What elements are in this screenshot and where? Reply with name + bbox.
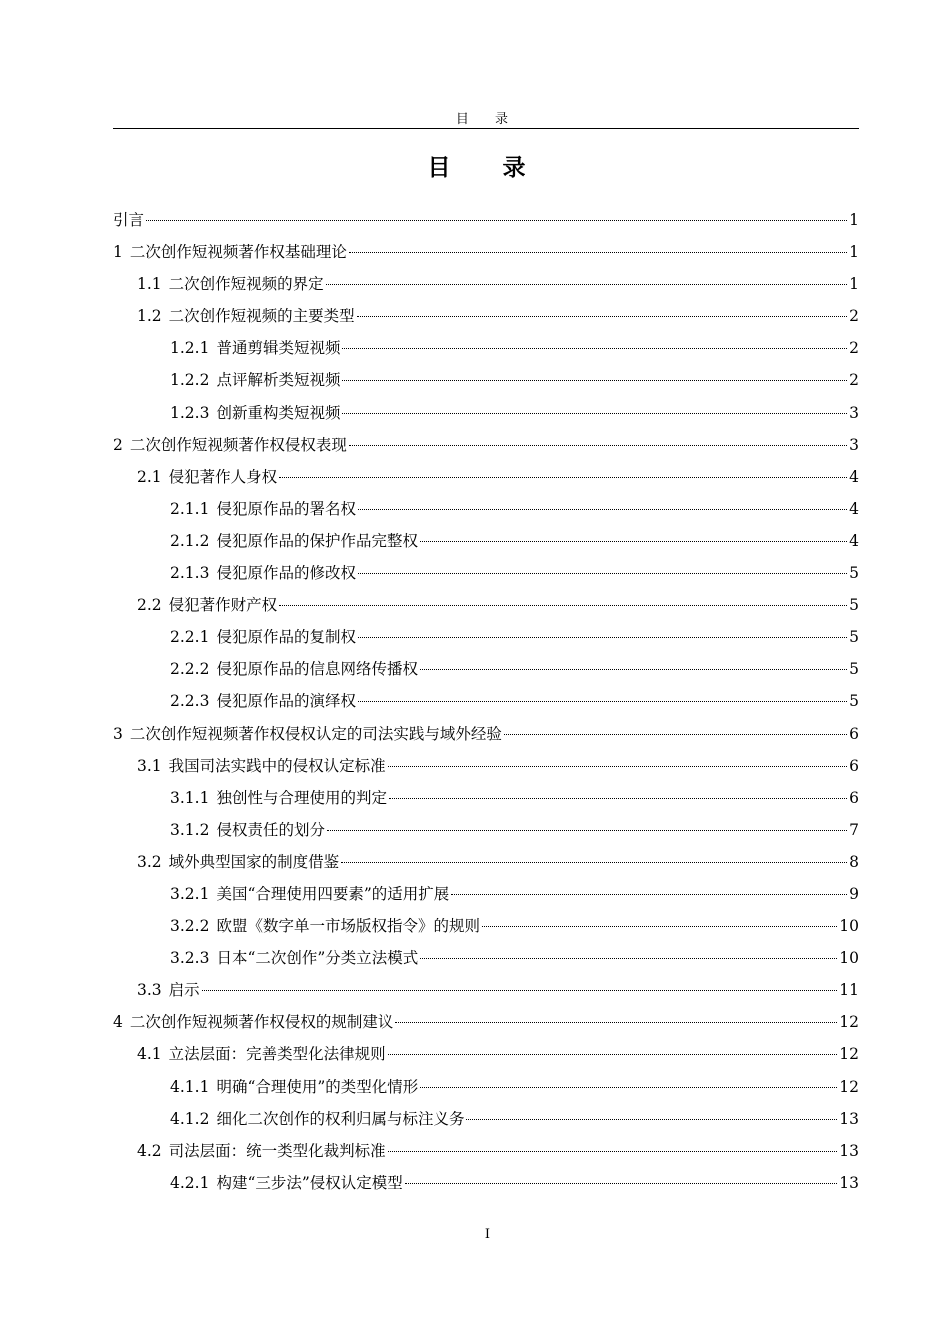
dot-leader <box>388 1054 838 1055</box>
toc-entry[interactable] <box>113 401 859 433</box>
dot-leader <box>358 509 847 510</box>
toc-entry-number: 2 <box>113 435 123 454</box>
toc-entry[interactable] <box>113 657 859 689</box>
dot-leader <box>279 477 847 478</box>
toc-entry-number: 3.2 <box>137 852 162 871</box>
toc-entry-number: 4.1.1 <box>170 1077 210 1096</box>
dot-leader <box>326 284 847 285</box>
dot-leader <box>388 766 847 767</box>
toc-entry-title: 二次创作短视频的主要类型 <box>168 307 355 326</box>
toc-entry-number: 4.2 <box>137 1141 162 1160</box>
toc-entry-title: 侵犯著作财产权 <box>168 596 278 615</box>
toc-entry-page: 13 <box>839 1141 859 1160</box>
toc-entry-page: 10 <box>839 949 859 968</box>
toc-entry-number: 4.2.1 <box>170 1173 210 1192</box>
toc-entry-title: 构建“三步法”侵权认定模型 <box>216 1173 403 1192</box>
toc-entry-number: 3.3 <box>137 981 162 1000</box>
toc-entry-title: 侵犯原作品的保护作品完整权 <box>216 531 418 550</box>
toc-entry-number: 1 <box>113 243 123 262</box>
dot-leader <box>341 862 847 863</box>
toc-entry-number: 1.2.1 <box>170 339 210 358</box>
toc-entry-title: 细化二次创作的权利归属与标注义务 <box>216 1109 465 1128</box>
toc-entry-title: 二次创作短视频著作权侵权的规制建议 <box>129 1013 394 1032</box>
toc-entry-page: 1 <box>849 275 859 294</box>
dot-leader <box>388 1151 838 1152</box>
toc-entry-page: 13 <box>839 1173 859 1192</box>
toc-entry[interactable] <box>113 850 859 882</box>
toc-entry[interactable] <box>113 497 859 529</box>
toc-entry[interactable] <box>113 689 859 721</box>
toc-entry-number: 1.1 <box>137 275 162 294</box>
toc-entry-page: 6 <box>849 724 859 743</box>
toc-entry-title: 创新重构类短视频 <box>216 403 341 422</box>
toc-entry-title: 点评解析类短视频 <box>216 371 341 390</box>
toc-entry-title: 侵犯原作品的复制权 <box>216 628 356 647</box>
toc-entry-title: 我国司法实践中的侵权认定标准 <box>168 756 386 775</box>
toc-entry-number: 3.1 <box>137 756 162 775</box>
toc-entry-page: 2 <box>849 339 859 358</box>
toc-entry-page: 11 <box>839 981 859 1000</box>
toc-entry-number: 1.2.2 <box>170 371 210 390</box>
toc-entry-title: 美国“合理使用四要素”的适用扩展 <box>216 884 450 903</box>
toc-entry[interactable] <box>113 593 859 625</box>
toc-entry-number: 3.1.2 <box>170 820 210 839</box>
toc-entry-title: 域外典型国家的制度借鉴 <box>168 852 340 871</box>
toc-entry[interactable] <box>113 272 859 304</box>
dot-leader <box>342 380 847 381</box>
toc-entry-page: 5 <box>849 564 859 583</box>
dot-leader <box>279 605 847 606</box>
toc-entry[interactable] <box>113 336 859 368</box>
dot-leader <box>420 958 837 959</box>
dot-leader <box>482 926 837 927</box>
page-title: 目 录 <box>427 155 548 181</box>
toc-entry[interactable] <box>113 946 859 978</box>
toc-entry[interactable] <box>113 978 859 1010</box>
dot-leader <box>405 1183 837 1184</box>
toc-entry-page: 5 <box>849 628 859 647</box>
dot-leader <box>357 316 847 317</box>
toc-entry-page: 3 <box>849 403 859 422</box>
toc-entry-title: 欧盟《数字单一市场版权指令》的规则 <box>216 917 480 936</box>
toc-entry-number: 4.1 <box>137 1045 162 1064</box>
toc-entry-page: 13 <box>839 1109 859 1128</box>
toc-entry-title: 侵犯原作品的演绎权 <box>216 692 356 711</box>
toc-entry[interactable] <box>113 368 859 400</box>
dot-leader <box>342 348 847 349</box>
toc-entry-page: 2 <box>849 307 859 326</box>
dot-leader <box>358 637 847 638</box>
toc-entry-number: 3.2.3 <box>170 949 210 968</box>
header-rule <box>113 128 859 129</box>
toc-entry-page: 6 <box>849 788 859 807</box>
dot-leader <box>342 413 847 414</box>
toc-entry[interactable] <box>113 1139 859 1171</box>
toc-entry-title: 侵犯著作人身权 <box>168 467 278 486</box>
toc-entry[interactable] <box>113 1075 859 1107</box>
toc-entry-number: 2.2.2 <box>170 660 210 679</box>
toc-entry-page: 10 <box>839 917 859 936</box>
dot-leader <box>146 220 847 221</box>
toc-entry[interactable] <box>113 208 859 240</box>
toc-entry-number: 4.1.2 <box>170 1109 210 1128</box>
toc-entry[interactable] <box>113 561 859 593</box>
toc-entry-title: 侵犯原作品的信息网络传播权 <box>216 660 418 679</box>
toc-entry[interactable] <box>113 754 859 786</box>
page-number: I <box>484 1227 491 1242</box>
toc-entry[interactable] <box>113 625 859 657</box>
toc-entry[interactable] <box>113 1042 859 1074</box>
dot-leader <box>389 798 847 799</box>
toc-entry[interactable] <box>113 882 859 914</box>
toc-entry-page: 3 <box>849 435 859 454</box>
toc-entry[interactable] <box>113 529 859 561</box>
toc-entry-title: 侵犯原作品的修改权 <box>216 564 356 583</box>
toc-entry-page: 5 <box>849 596 859 615</box>
toc-entry-page: 4 <box>849 499 859 518</box>
toc-entry[interactable] <box>113 1107 859 1139</box>
toc-entry-number: 2.1.1 <box>170 499 210 518</box>
toc-entry-number: 2.1.2 <box>170 531 210 550</box>
toc-entry-number: 3.2.1 <box>170 884 210 903</box>
toc-entry-page: 4 <box>849 467 859 486</box>
toc-entry-number: 3.1.1 <box>170 788 210 807</box>
toc-entry[interactable] <box>113 465 859 497</box>
toc-entry-title: 二次创作短视频的界定 <box>168 275 324 294</box>
toc-entry[interactable] <box>113 786 859 818</box>
toc-entry-title: 日本“二次创作”分类立法模式 <box>216 949 419 968</box>
toc-entry-page: 12 <box>839 1045 859 1064</box>
toc-entry-page: 2 <box>849 371 859 390</box>
toc-entry-title: 司法层面：统一类型化裁判标准 <box>168 1141 386 1160</box>
toc-entry-title: 普通剪辑类短视频 <box>216 339 341 358</box>
toc-entry-title: 启示 <box>168 981 200 1000</box>
toc-entry-title: 二次创作短视频著作权侵权认定的司法实践与域外经验 <box>129 724 502 743</box>
toc-entry-page: 1 <box>849 211 859 229</box>
toc-entry-page: 1 <box>849 243 859 262</box>
dot-leader <box>358 701 847 702</box>
toc-entry[interactable] <box>113 914 859 946</box>
toc-entry-page: 12 <box>839 1013 859 1032</box>
toc-entry[interactable] <box>113 240 859 272</box>
dot-leader <box>420 1087 837 1088</box>
dot-leader <box>504 734 847 735</box>
dot-leader <box>420 541 847 542</box>
toc-entry-page: 5 <box>849 692 859 711</box>
toc-entry[interactable] <box>113 1171 859 1203</box>
toc-entry-number: 1.2.3 <box>170 403 210 422</box>
toc-entry-number: 1.2 <box>137 307 162 326</box>
dot-leader <box>395 1022 837 1023</box>
toc-entry-page: 8 <box>849 852 859 871</box>
toc-entry[interactable] <box>113 818 859 850</box>
dot-leader <box>327 830 847 831</box>
toc-entry-title: 二次创作短视频著作权基础理论 <box>129 243 347 262</box>
toc-entry[interactable] <box>113 433 859 465</box>
dot-leader <box>466 1119 837 1120</box>
toc-entry-page: 7 <box>849 820 859 839</box>
toc-entry[interactable] <box>113 1010 859 1042</box>
dot-leader <box>349 252 847 253</box>
toc-entry-number: 2.2.3 <box>170 692 210 711</box>
toc-entry-page: 4 <box>849 531 859 550</box>
toc-entry[interactable] <box>113 304 859 336</box>
dot-leader <box>202 990 838 991</box>
toc-entry-number: 2.1.3 <box>170 564 210 583</box>
dot-leader <box>349 445 847 446</box>
toc-entry-number: 2.2 <box>137 596 162 615</box>
dot-leader <box>420 669 847 670</box>
toc-entry-page: 6 <box>849 756 859 775</box>
toc-entry-title: 引言 <box>113 211 145 229</box>
table-of-contents <box>113 208 859 1203</box>
toc-entry-title: 侵权责任的划分 <box>216 820 325 839</box>
toc-entry-page: 12 <box>839 1077 859 1096</box>
toc-entry-number: 3 <box>113 724 123 743</box>
dot-leader <box>358 573 847 574</box>
toc-entry-number: 2.2.1 <box>170 628 210 647</box>
toc-entry-number: 2.1 <box>137 467 162 486</box>
toc-entry-title: 侵犯原作品的署名权 <box>216 499 356 518</box>
toc-entry-title: 立法层面：完善类型化法律规则 <box>168 1045 386 1064</box>
toc-entry-number: 4 <box>113 1013 123 1032</box>
toc-entry-title: 独创性与合理使用的判定 <box>216 788 387 807</box>
toc-entry-number: 3.2.2 <box>170 917 210 936</box>
toc-entry-page: 9 <box>849 884 859 903</box>
toc-entry-page: 5 <box>849 660 859 679</box>
toc-entry-title: 明确“合理使用”的类型化情形 <box>216 1077 419 1096</box>
running-header: 目 录 <box>455 112 520 127</box>
toc-entry-title: 二次创作短视频著作权侵权表现 <box>129 435 347 454</box>
dot-leader <box>451 894 847 895</box>
toc-entry[interactable] <box>113 722 859 754</box>
